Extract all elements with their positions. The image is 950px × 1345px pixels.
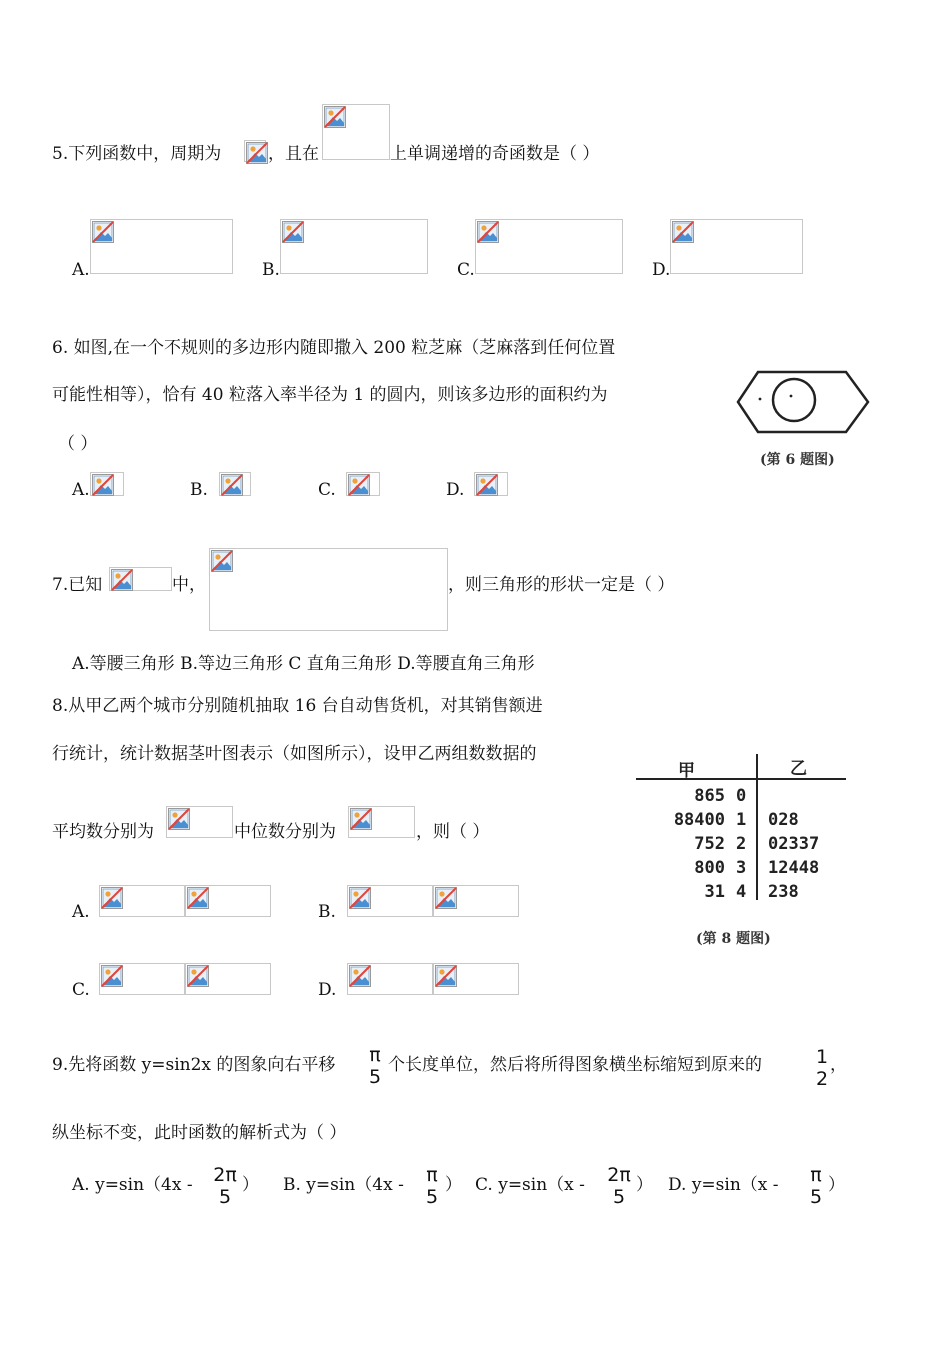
stem-leaf-stem-0: 0: [736, 786, 747, 806]
q9-option-d-num: π: [810, 1164, 822, 1186]
q6-option-b-label: B.: [190, 480, 208, 500]
q9-fraction-pi-over-5: [364, 1046, 386, 1087]
q9-line-2: 纵坐标不变，此时函数的解析式为（ ）: [52, 1123, 347, 1143]
broken-image-icon: [435, 965, 457, 987]
broken-image-icon: [92, 474, 114, 496]
q5-text-a: 5.下列函数中，周期为: [52, 144, 222, 164]
q5-text-c: 上单调递增的奇函数是（ ）: [390, 144, 600, 164]
q6-option-c-label: C.: [318, 480, 336, 500]
q9-option-b-post: ）: [445, 1175, 462, 1195]
q9-option-c-num: 2π: [607, 1164, 631, 1186]
q8-option-c-image-2: [185, 963, 271, 995]
broken-image-icon: [187, 887, 209, 909]
broken-image-icon: [350, 808, 372, 830]
period-image: [244, 140, 266, 162]
q7-condition-image: [209, 548, 448, 631]
q9-option-b-num: π: [426, 1164, 438, 1186]
q8-option-b-image-2: [433, 885, 519, 917]
stem-leaf-left-0: 865: [694, 786, 725, 806]
q9-option-b-fraction: [419, 1166, 445, 1207]
stem-leaf-stem-2: 2: [736, 834, 747, 854]
stem-leaf-header-rule: [636, 778, 846, 780]
broken-image-icon: [92, 221, 114, 243]
q6-option-a-label: A.: [72, 480, 90, 500]
q8-option-a-image-1: [99, 885, 185, 917]
q5-option-d-image: [670, 219, 803, 274]
q9-option-b-pre: B. y=sin（4x -: [283, 1175, 404, 1195]
q5-option-c-label: C.: [457, 260, 475, 280]
q9-option-a-den: 5: [218, 1186, 232, 1208]
broken-image-icon: [348, 474, 370, 496]
q8-line-3c: ，则（ ）: [416, 822, 490, 842]
q5-option-b-image: [280, 219, 428, 274]
stem-leaf-left-1: 88400: [673, 810, 725, 830]
q6-option-a-image: [90, 472, 124, 496]
stem-leaf-header-right: 乙: [790, 759, 807, 779]
stem-leaf-stem-4: 4: [736, 882, 747, 902]
stem-leaf-stem-1: 1: [736, 810, 747, 830]
q9-option-d-den: 5: [809, 1186, 823, 1208]
q9-option-d-post: ）: [828, 1175, 845, 1195]
q6-line-1: 6. 如图,在一个不规则的多边形内随即撒入 200 粒芝麻（芝麻落到任何位置: [52, 338, 616, 358]
q9-text-c: ，: [830, 1055, 847, 1075]
q9-option-c-post: ）: [636, 1175, 653, 1195]
q9-option-d-fraction: [803, 1166, 829, 1207]
broken-image-icon: [101, 965, 123, 987]
broken-image-icon: [282, 221, 304, 243]
q9-frac1-num: π: [369, 1044, 381, 1066]
q9-option-c-fraction: [603, 1166, 635, 1207]
broken-image-icon: [476, 474, 498, 496]
q7-text-c: ，则三角形的形状一定是（ ）: [448, 575, 675, 595]
q5-option-b-label: B.: [262, 260, 280, 280]
broken-image-icon: [324, 106, 346, 128]
q8-line-3a: 平均数分别为: [52, 822, 154, 842]
stem-leaf-right-3: 12448: [768, 858, 820, 878]
broken-image-icon: [477, 221, 499, 243]
stem-leaf-header-left: 甲: [678, 761, 695, 781]
q6-option-d-image: [474, 472, 508, 496]
broken-image-icon: [101, 887, 123, 909]
broken-image-icon: [168, 808, 190, 830]
q5-option-c-image: [475, 219, 623, 274]
q8-line-3b: 中位数分别为: [234, 822, 336, 842]
stem-leaf-left-4: 31: [704, 882, 725, 902]
q9-option-a-pre: A. y=sin（4x -: [72, 1175, 193, 1195]
q9-text-a: 9.先将函数 y=sin2x 的图象向右平移: [52, 1055, 336, 1075]
q9-option-c-den: 5: [612, 1186, 626, 1208]
broken-image-icon: [246, 142, 268, 164]
q8-option-c-label: C.: [72, 980, 90, 1000]
q9-text-b: 个长度单位，然后将所得图象横坐标缩短到原来的: [388, 1055, 762, 1075]
q5-text-b: ，且在: [268, 144, 319, 164]
q9-option-b-den: 5: [425, 1186, 439, 1208]
median-image: [348, 806, 415, 838]
q5-option-a-label: A.: [72, 260, 90, 280]
q9-frac1-den: 5: [368, 1066, 382, 1088]
broken-image-icon: [111, 569, 133, 591]
stem-leaf-right-1: 028: [768, 810, 799, 830]
q8-option-d-image-2: [433, 963, 519, 995]
interval-image: [322, 104, 390, 160]
stem-leaf-stem-3: 3: [736, 858, 747, 878]
stem-leaf-divider-1: [756, 754, 758, 900]
q8-option-a-label: A.: [72, 902, 90, 922]
broken-image-icon: [435, 887, 457, 909]
q7-text-b: 中，: [172, 575, 206, 595]
broken-image-icon: [221, 474, 243, 496]
q9-frac2-num: 1: [815, 1046, 829, 1068]
q6-option-d-label: D.: [446, 480, 465, 500]
q5-option-a-image: [90, 219, 233, 274]
stem-leaf-right-4: 238: [768, 882, 799, 902]
q8-line-1: 8.从甲乙两个城市分别随机抽取 16 台自动售货机，对其销售额进: [52, 696, 543, 716]
q9-option-a-fraction: [209, 1166, 241, 1207]
stem-leaf-left-3: 800: [694, 858, 725, 878]
q8-option-c-image-1: [99, 963, 185, 995]
broken-image-icon: [349, 887, 371, 909]
mean-image: [166, 806, 233, 838]
q8-line-2: 行统计，统计数据茎叶图表示（如图所示），设甲乙两组数数据的: [52, 744, 537, 764]
q8-option-b-label: B.: [318, 902, 336, 922]
stem-leaf-right-2: 02337: [768, 834, 820, 854]
figure-8-caption: (第 8 题图): [696, 931, 771, 947]
broken-image-icon: [187, 965, 209, 987]
q9-option-a-post: ）: [242, 1175, 259, 1195]
q6-line-2: 可能性相等），恰有 40 粒落入率半径为 1 的圆内，则该多边形的面积约为: [52, 385, 608, 405]
figure-6-caption: (第 6 题图): [760, 452, 835, 468]
q9-frac2-den: 2: [815, 1068, 829, 1090]
broken-image-icon: [672, 221, 694, 243]
q8-option-b-image-1: [347, 885, 433, 917]
broken-image-icon: [211, 550, 233, 572]
q9-option-d-pre: D. y=sin（x -: [668, 1175, 779, 1195]
q7-options: A.等腰三角形 B.等边三角形 C 直角三角形 D.等腰直角三角形: [72, 654, 535, 674]
stem-leaf-left-2: 752: [694, 834, 725, 854]
q5-option-d-label: D.: [652, 260, 671, 280]
q6-line-3: （ ）: [58, 434, 98, 454]
q6-option-c-image: [346, 472, 380, 496]
q6-option-b-image: [219, 472, 251, 496]
broken-image-icon: [349, 965, 371, 987]
stem-leaf-figure: [630, 750, 850, 950]
triangle-abc-image: [109, 567, 172, 591]
q8-option-d-image-1: [347, 963, 433, 995]
q7-text-a: 7.已知: [52, 575, 103, 595]
q8-option-a-image-2: [185, 885, 271, 917]
q9-option-c-pre: C. y=sin（x -: [475, 1175, 585, 1195]
q8-option-d-label: D.: [318, 980, 337, 1000]
q9-option-a-num: 2π: [213, 1164, 237, 1186]
